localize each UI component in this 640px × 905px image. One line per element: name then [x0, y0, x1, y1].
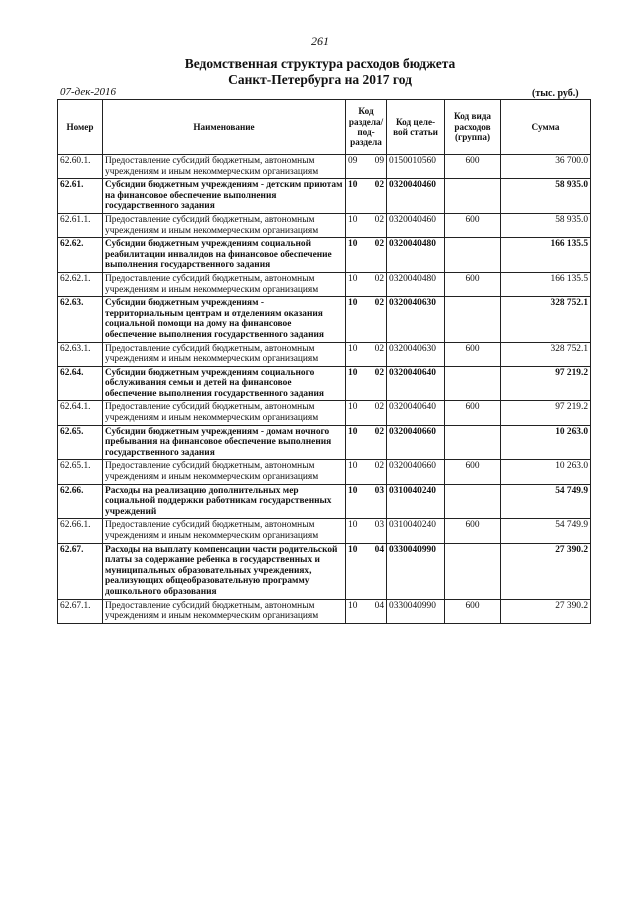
row-number-cell: 62.67.	[58, 543, 103, 599]
row-sum-cell: 328 752.1	[501, 342, 591, 366]
row-name-cell: Расходы на реализацию дополнительных мер социальной поддержки работникам государственных учреждений	[103, 484, 346, 519]
row-target-cell: 0320040460	[387, 179, 445, 214]
row-sum-cell: 54 749.9	[501, 484, 591, 519]
row-number-cell: 62.60.1.	[58, 155, 103, 179]
table-row	[58, 519, 591, 543]
page-number: 261	[311, 34, 329, 48]
row-number-cell: 62.62.	[58, 238, 103, 273]
units-label: (тыс. руб.)	[532, 88, 579, 99]
table-row	[58, 155, 591, 179]
row-target-cell: 0320040480	[387, 238, 445, 273]
budget-table	[57, 99, 591, 624]
row-subsection-cell: 02	[366, 238, 387, 273]
row-group-cell	[445, 484, 501, 519]
row-section-cell: 10	[346, 366, 366, 401]
row-number-cell: 62.61.1.	[58, 213, 103, 237]
row-section-cell: 09	[346, 155, 366, 179]
header-number: Номер	[58, 100, 103, 155]
row-subsection-cell: 04	[366, 543, 387, 599]
row-subsection-cell: 02	[366, 297, 387, 342]
row-sum-cell: 166 135.5	[501, 272, 591, 296]
document-date: 07-дек-2016	[60, 86, 117, 98]
row-target-cell: 0320040630	[387, 297, 445, 342]
row-target-cell: 0320040660	[387, 425, 445, 460]
row-number-cell: 62.65.	[58, 425, 103, 460]
row-group-cell: 600	[445, 213, 501, 237]
row-group-cell	[445, 179, 501, 214]
table-row	[58, 460, 591, 484]
row-section-cell: 10	[346, 425, 366, 460]
row-name-cell: Предоставление субсидий бюджетным, автономным учреждениям и иным некоммерческим организациям	[103, 401, 346, 425]
title-line-1: Ведомственная структура расходов бюджета	[184, 56, 456, 71]
row-group-cell	[445, 425, 501, 460]
row-target-cell: 0320040630	[387, 342, 445, 366]
row-section-cell: 10	[346, 238, 366, 273]
row-name-cell: Предоставление субсидий бюджетным, автономным учреждениям и иным некоммерческим организациям	[103, 460, 346, 484]
row-sum-cell: 58 935.0	[501, 213, 591, 237]
row-group-cell: 600	[445, 460, 501, 484]
row-group-cell: 600	[445, 519, 501, 543]
row-target-cell: 0330040990	[387, 599, 445, 623]
row-subsection-cell: 04	[366, 599, 387, 623]
row-subsection-cell: 02	[366, 272, 387, 296]
row-name-cell: Субсидии бюджетным учреждениям - территориальным центрам и отделениям оказания социальной помощи на дому на финансовое обеспечение выполнения государственного задания	[103, 297, 346, 342]
row-group-cell: 600	[445, 155, 501, 179]
row-subsection-cell: 02	[366, 425, 387, 460]
row-section-cell: 10	[346, 342, 366, 366]
document-title	[0, 56, 640, 88]
row-group-cell	[445, 297, 501, 342]
row-name-cell: Субсидии бюджетным учреждениям - домам ночного пребывания на финансовое обеспечение выполнения государственного задания	[103, 425, 346, 460]
row-target-cell: 0320040480	[387, 272, 445, 296]
row-target-cell: 0320040640	[387, 366, 445, 401]
row-number-cell: 62.62.1.	[58, 272, 103, 296]
row-number-cell: 62.65.1.	[58, 460, 103, 484]
table-body	[58, 155, 591, 624]
row-sum-cell: 27 390.2	[501, 599, 591, 623]
row-sum-cell: 36 700.0	[501, 155, 591, 179]
row-sum-cell: 27 390.2	[501, 543, 591, 599]
row-subsection-cell: 02	[366, 460, 387, 484]
table-row	[58, 484, 591, 519]
table-row	[58, 599, 591, 623]
row-number-cell: 62.63.	[58, 297, 103, 342]
row-sum-cell: 10 263.0	[501, 425, 591, 460]
row-name-cell: Предоставление субсидий бюджетным, автономным учреждениям и иным некоммерческим организациям	[103, 155, 346, 179]
row-number-cell: 62.66.1.	[58, 519, 103, 543]
header-target: Код целе- вой статьи	[387, 100, 445, 155]
row-section-cell: 10	[346, 297, 366, 342]
table-row	[58, 425, 591, 460]
row-name-cell: Предоставление субсидий бюджетным, автономным учреждениям и иным некоммерческим организациям	[103, 519, 346, 543]
row-subsection-cell: 02	[366, 366, 387, 401]
row-sum-cell: 54 749.9	[501, 519, 591, 543]
table-row	[58, 179, 591, 214]
row-name-cell: Предоставление субсидий бюджетным, автономным учреждениям и иным некоммерческим организациям	[103, 213, 346, 237]
row-name-cell: Субсидии бюджетным учреждениям - детским приютам на финансовое обеспечение выполнения государственного задания	[103, 179, 346, 214]
row-subsection-cell: 02	[366, 179, 387, 214]
table-row	[58, 297, 591, 342]
row-name-cell: Предоставление субсидий бюджетным, автономным учреждениям и иным некоммерческим организациям	[103, 599, 346, 623]
row-group-cell	[445, 543, 501, 599]
row-name-cell: Расходы на выплату компенсации части родительской платы за содержание ребенка в государственных и муниципальных образовательных учреждениях, реализующих общеобразовательную программу дошкольного образования	[103, 543, 346, 599]
row-section-cell: 10	[346, 401, 366, 425]
row-sum-cell: 97 219.2	[501, 401, 591, 425]
row-target-cell: 0150010560	[387, 155, 445, 179]
row-sum-cell: 10 263.0	[501, 460, 591, 484]
row-target-cell: 0310040240	[387, 519, 445, 543]
row-group-cell: 600	[445, 342, 501, 366]
table-row	[58, 401, 591, 425]
row-sum-cell: 166 135.5	[501, 238, 591, 273]
table-row	[58, 213, 591, 237]
row-subsection-cell: 09	[366, 155, 387, 179]
row-target-cell: 0320040660	[387, 460, 445, 484]
row-section-cell: 10	[346, 543, 366, 599]
row-sum-cell: 328 752.1	[501, 297, 591, 342]
row-number-cell: 62.64.	[58, 366, 103, 401]
row-section-cell: 10	[346, 484, 366, 519]
row-sum-cell: 58 935.0	[501, 179, 591, 214]
row-number-cell: 62.61.	[58, 179, 103, 214]
row-name-cell: Предоставление субсидий бюджетным, автономным учреждениям и иным некоммерческим организациям	[103, 342, 346, 366]
row-target-cell: 0320040460	[387, 213, 445, 237]
row-subsection-cell: 02	[366, 401, 387, 425]
row-section-cell: 10	[346, 272, 366, 296]
row-section-cell: 10	[346, 213, 366, 237]
row-subsection-cell: 03	[366, 519, 387, 543]
row-subsection-cell: 02	[366, 342, 387, 366]
row-target-cell: 0320040640	[387, 401, 445, 425]
row-section-cell: 10	[346, 179, 366, 214]
row-section-cell: 10	[346, 519, 366, 543]
row-name-cell: Субсидии бюджетным учреждениям социальной реабилитации инвалидов на финансовое обеспечение выполнения государственного задания	[103, 238, 346, 273]
row-section-cell: 10	[346, 460, 366, 484]
row-target-cell: 0330040990	[387, 543, 445, 599]
row-number-cell: 62.64.1.	[58, 401, 103, 425]
table-row	[58, 366, 591, 401]
row-number-cell: 62.66.	[58, 484, 103, 519]
header-sum: Сумма	[501, 100, 591, 155]
row-number-cell: 62.63.1.	[58, 342, 103, 366]
row-number-cell: 62.67.1.	[58, 599, 103, 623]
header-name: Наименование	[103, 100, 346, 155]
row-group-cell: 600	[445, 599, 501, 623]
row-subsection-cell: 03	[366, 484, 387, 519]
row-subsection-cell: 02	[366, 213, 387, 237]
header-section: Код раздела/ под- раздела	[346, 100, 387, 155]
row-group-cell: 600	[445, 401, 501, 425]
table-row	[58, 272, 591, 296]
table-row	[58, 342, 591, 366]
row-group-cell	[445, 366, 501, 401]
table-row	[58, 238, 591, 273]
row-group-cell: 600	[445, 272, 501, 296]
row-name-cell: Субсидии бюджетным учреждениям социального обслуживания семьи и детей на финансовое обеспечение выполнения государственного задания	[103, 366, 346, 401]
row-sum-cell: 97 219.2	[501, 366, 591, 401]
row-name-cell: Предоставление субсидий бюджетным, автономным учреждениям и иным некоммерческим организациям	[103, 272, 346, 296]
table-row	[58, 543, 591, 599]
table-header-row	[58, 100, 591, 155]
title-line-2: Санкт-Петербурга на 2017 год	[228, 72, 412, 87]
row-target-cell: 0310040240	[387, 484, 445, 519]
row-group-cell	[445, 238, 501, 273]
header-group: Код вида расходов (группа)	[445, 100, 501, 155]
row-section-cell: 10	[346, 599, 366, 623]
